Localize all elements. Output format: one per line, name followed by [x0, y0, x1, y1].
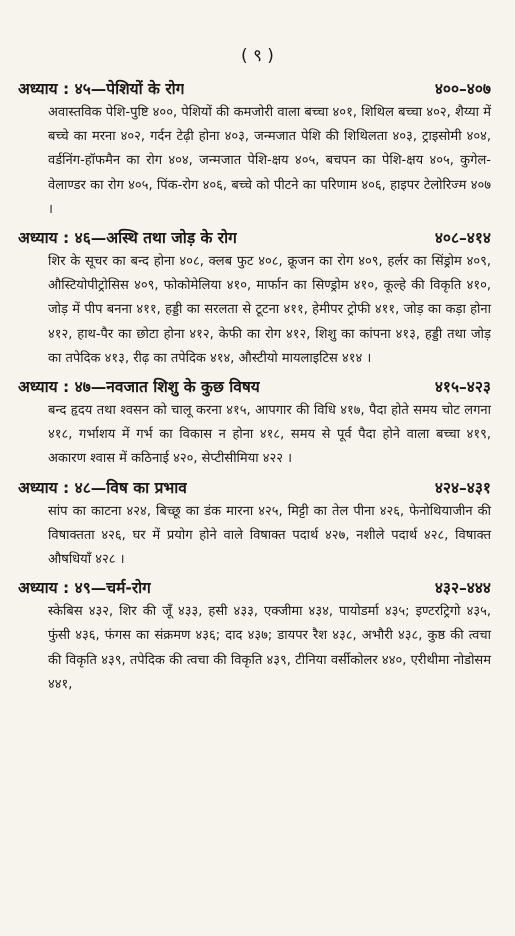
chapter-heading [18, 577, 497, 600]
chapter-page-range: ४२४–४३१ [434, 478, 491, 497]
chapter-title: अध्याय : ४५—पेशियों के रोग [18, 80, 185, 98]
chapter-47 [18, 376, 497, 472]
chapter-heading [18, 78, 497, 101]
chapter-topics: सांप का काटना ४२४, बिच्छू का डंक मारना ४२५, मिट्टी का तेल पीना ४२६, फेनोथियाजीन की विषाक्तता ४२६, घर में प्रयोग होने वाले विषाक्त पदार्थ ४२७, नशीले पदार्थ ४२८, विषाक्त औषधियाँ ४२८ । [48, 503, 491, 568]
chapter-page-range: ४०८–४१४ [434, 229, 491, 248]
chapter-page-range: ४००–४०७ [434, 80, 491, 98]
chapter-title: अध्याय : ४७—नवजात शिशु के कुछ विषय [18, 378, 260, 397]
chapter-49 [18, 577, 497, 697]
chapter-topics: बन्द हृदय तथा श्वसन को चालू करना ४१५, आपगार की विधि ४१७, पैदा होते समय चोट लगना ४१८, गर्भाशय में गर्भ का विकास न होना ४१८, समय से पूर्व पैदा होने वाला बच्चा ४१९, अकारण श्वास में कठिनाई ४२०, सेप्टीसीमिया ४२२ । [48, 403, 491, 467]
chapter-heading [18, 477, 497, 500]
chapter-45 [18, 78, 497, 222]
chapter-heading [18, 376, 497, 399]
chapter-title: अध्याय : ४९—चर्म-रोग [18, 579, 151, 598]
chapter-46 [18, 227, 497, 371]
chapter-page-range: ४१५–४२३ [434, 378, 491, 397]
chapter-page-range: ४३२–४४४ [434, 579, 491, 598]
chapter-topics: अवास्तविक पेशि-पुष्टि ४००, पेशियों की कमजोरी वाला बच्चा ४०१, शिथिल बच्चा ४०२, शैय्या में बच्चे का मरना ४०२, गर्दन टेढ़ी होना ४०३, जन्मजात पेशि की शिथिलता ४०३, ट्राइसोमी ४०४, वर्डनिंग-हॉफमैन का रोग ४०४, जन्मजात पेशि-क्षय ४०५, बचपन का पेशि-क्षय ४०५, कुगेल-वेलाण्डर का रोग ४०५, पिंक-रोग ४०६, बच्चे को पीटने का परिणाम ४०६, हाइपर टेलोरिज्म ४०७ । [48, 105, 491, 217]
chapter-48 [18, 477, 497, 573]
page-number: ( ९ ) [241, 46, 274, 66]
chapter-topics: स्केबिस ४३२, शिर की जूँ ४३३, हसी ४३३, एक्जीमा ४३४, पायोडर्मा ४३५; इण्टरट्रिगो ४३५, फुंसी ४३६, फंगस का संक्रमण ४३६; दाद ४३७; डायपर रैश ४३८, अभौरी ४३८, कुष्ठ की त्वचा की विकृति ४३९, तपेदिक की त्वचा की विकृति ४३९, टीनिया वर्सीकोलर ४४०, एरीथीमा नोडोसम ४४१, [48, 604, 491, 692]
chapter-title: अध्याय : ४८—विष का प्रभाव [18, 478, 187, 497]
chapter-title: अध्याय : ४६—अस्थि तथा जोड़ के रोग [18, 229, 237, 248]
chapter-heading [18, 227, 497, 250]
chapter-topics: शिर के सूचर का बन्द होना ४०८, क्लब फुट ४०८, क्रूजन का रोग ४०९, हर्लर का सिंड्रोम ४०९, औस्टियोपीट्रोसिस ४०९, फोकोमेलिया ४१०, मार्फान का सिण्ड्रोम ४१०, कूल्हे की विकृति ४१०, जोड़ में पीप बनना ४११, हड्डी का सरलता से टूटना ४११, हेमीपर ट्रोफी ४११, जोड़ का कड़ा होना ४१२, हाथ-पैर का छोटा होना ४१२, केफी का रोग ४१२, शिशु का कांपना ४१३, हड्डी तथा जोड़ का तपेदिक ४१३, रीढ़ का तपेदिक ४१४, औस्टीयो मायलाइटिस ४१४ । [48, 254, 491, 366]
